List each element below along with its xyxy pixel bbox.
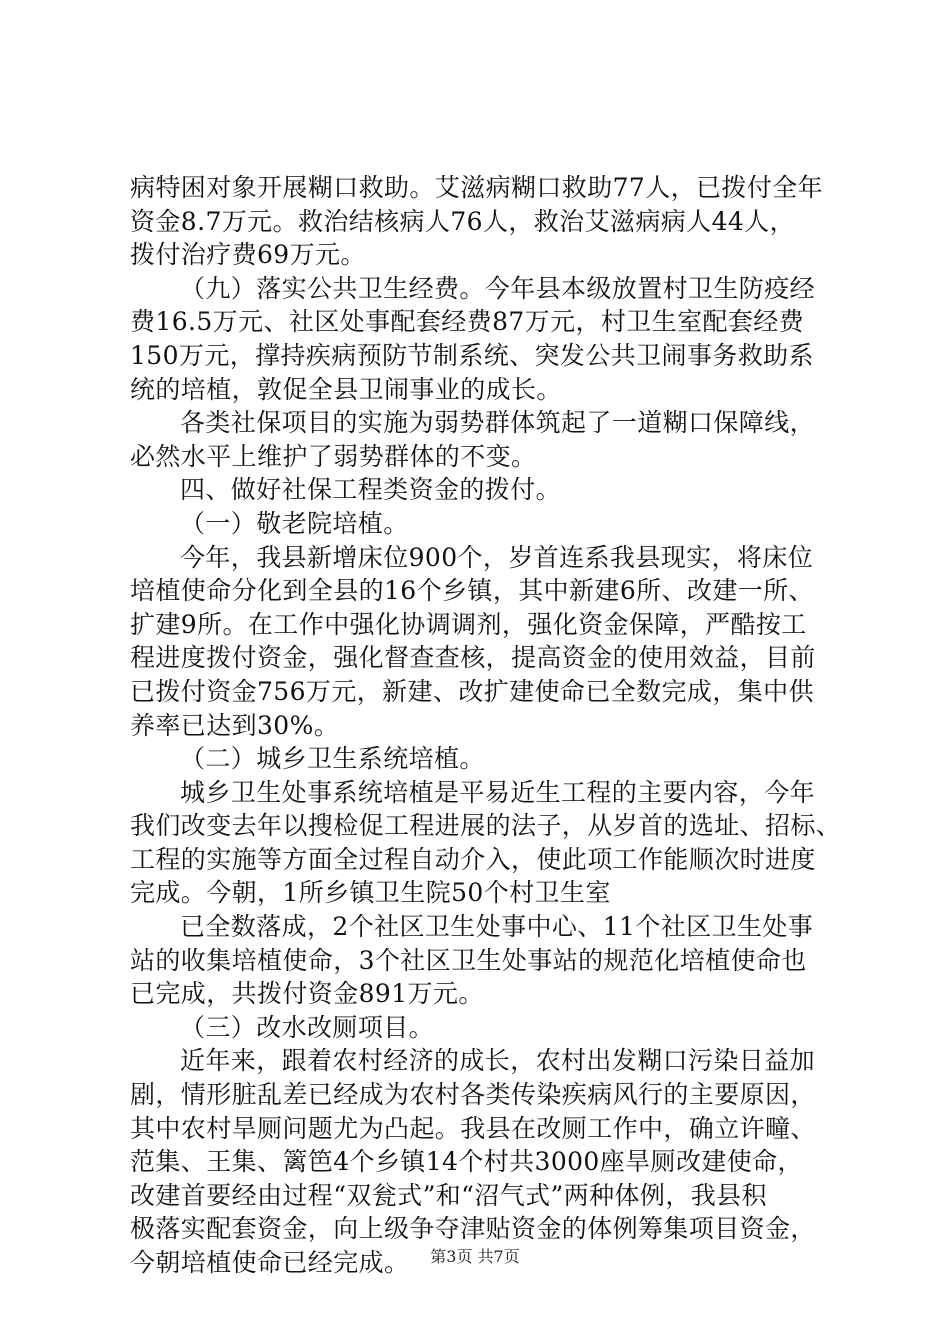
document-body — [130, 171, 842, 1280]
text-line: （九）落实公共卫生经费。今年县本级放置村卫生防疫经 — [180, 273, 816, 303]
text-line: 程进度拨付资金，强化督查查核，提高资金的使用效益，目前 — [130, 643, 816, 673]
text-line: 必然水平上维护了弱势群体的不变。 — [130, 441, 537, 471]
subsection-heading: （三）改水改厕项目。 — [180, 1012, 435, 1042]
section-heading: 四、做好社保工程类资金的拨付。 — [180, 475, 562, 505]
text-line: 工程的实施等方面全过程自动介入，使此项工作能顺次时进度 — [130, 844, 816, 874]
text-line: 已完成，共拨付资金891万元。 — [130, 979, 484, 1009]
text-line: 养率已达到30%。 — [130, 710, 340, 740]
text-line: 拨付治疗费69万元。 — [130, 240, 366, 270]
text-line: 改建首要经由过程“双瓮式”和“沼气式”两种体例，我县积 — [130, 1180, 767, 1210]
subsection-heading: （二）城乡卫生系统培植。 — [180, 744, 485, 774]
text-line: 病特困对象开展糊口救助。艾滋病糊口救助77人，已拨付全年 — [130, 173, 824, 202]
text-line: 今朝培植使命已经完成。 — [130, 1248, 410, 1277]
page-number-label: 第3页 共7页 — [430, 1247, 520, 1266]
text-line: 完成。今朝，1所乡镇卫生院50个村卫生室 — [130, 878, 611, 908]
text-line: 我们改变去年以搜检促工程进展的法子，从岁首的选址、招标、 — [130, 811, 842, 841]
text-line: 城乡卫生处事系统培植是平易近生工程的主要内容，今年 — [180, 777, 816, 807]
text-line: 其中农村旱厕问题尤为凸起。我县在改厕工作中，确立许疃、 — [130, 1113, 816, 1143]
text-line: 费16.5万元、社区处事配套经费87万元，村卫生室配套经费 — [130, 307, 805, 337]
text-line: 已拨付资金756万元，新建、改扩建使命已全数完成，集中供 — [130, 676, 814, 706]
page-footer — [0, 1247, 950, 1267]
text-line: 150万元，撑持疾病预防节制系统、突发公共卫闹事务救助系 — [130, 340, 814, 370]
text-line: 扩建9所。在工作中强化协调调剂，强化资金保障，严酷按工 — [130, 609, 807, 639]
text-line: 今年，我县新增床位900个，岁首连系我县现实，将床位 — [180, 542, 814, 572]
text-line: 培植使命分化到全县的16个乡镇，其中新建6所、改建一所、 — [130, 576, 814, 606]
text-line: 范集、王集、篱笆4个乡镇14个村共3000座旱厕改建使命， — [130, 1147, 803, 1177]
text-line: 统的培植，敦促全县卫闹事业的成长。 — [130, 374, 562, 404]
text-line: 资金8.7万元。救治结核病人76人，救治艾滋病病人44人， — [130, 206, 795, 236]
text-line: 极落实配套资金，向上级争夺津贴资金的体例筹集项目资金， — [130, 1214, 816, 1244]
text-line: 近年来，跟着农村经济的成长，农村出发糊口污染日益加 — [180, 1046, 816, 1076]
text-line: 站的收集培植使命，3个社区卫生处事站的规范化培植使命也 — [130, 945, 807, 975]
text-line: 各类社保项目的实施为弱势群体筑起了一道糊口保障线， — [180, 408, 816, 438]
text-line: 已全数落成，2个社区卫生处事中心、11个社区卫生处事 — [180, 912, 814, 942]
subsection-heading: （一）敬老院培植。 — [180, 508, 409, 538]
text-line: 剧，情形脏乱差已经成为农村各类传染疾病风行的主要原因， — [130, 1080, 816, 1110]
